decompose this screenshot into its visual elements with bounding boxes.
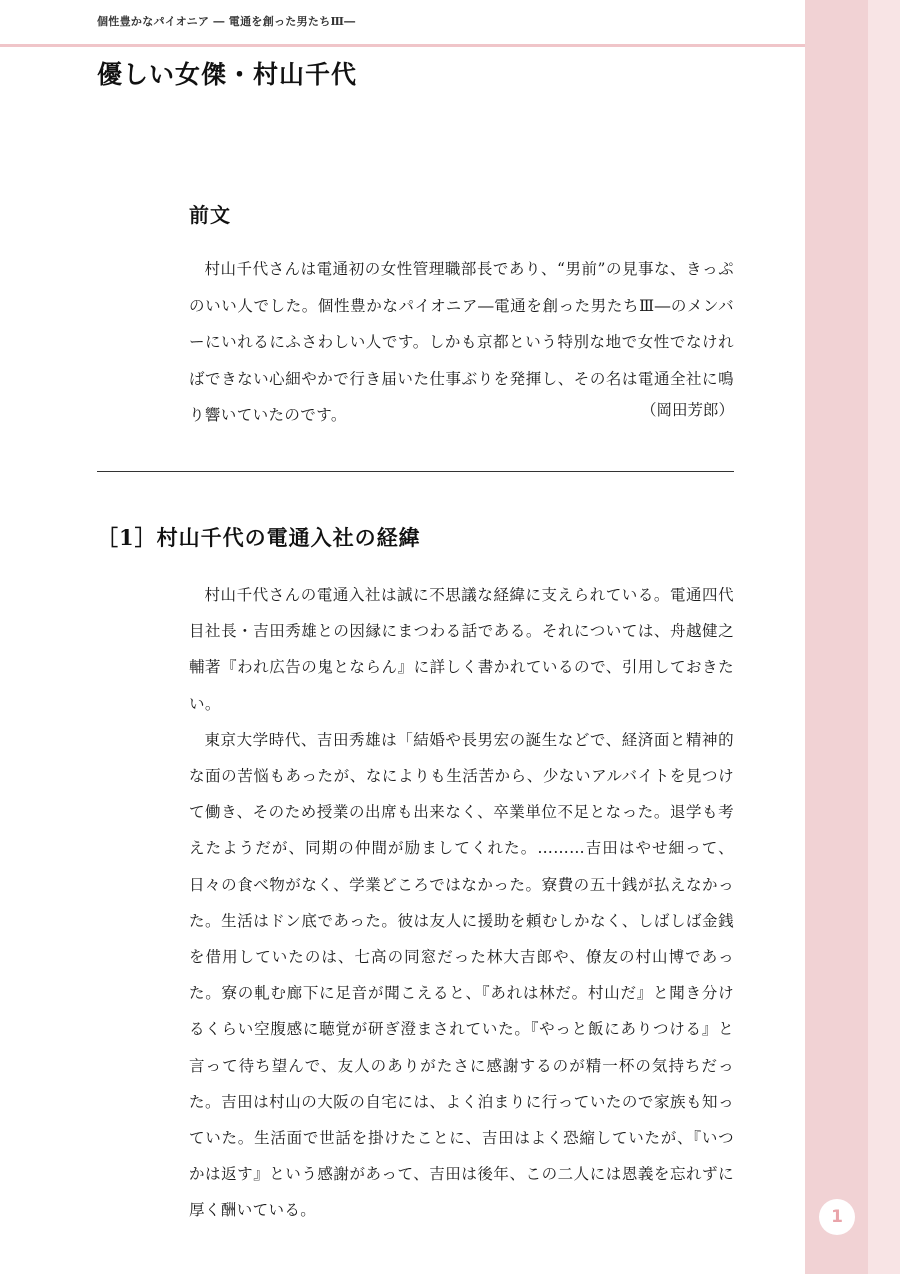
page-number-badge: 1 <box>819 1199 855 1235</box>
side-accent-band-light <box>868 0 900 1274</box>
header-rule <box>0 44 805 47</box>
preface-body: 村山千代さんは電通初の女性管理職部長であり、“男前”の見事な、きっぷのいい人でした。個性豊かなパイオニア―電通を創った男たちⅢ―のメンバーにいれるにふさわしい人です。しかも京都という特別な地で女性でなければできない心細やかで行き届いた仕事ぶりを発揮し、その名は電通全社に鳴り響いていたのです。 <box>189 260 734 424</box>
section-paragraph: 東京大学時代、吉田秀雄は「結婚や長男宏の誕生などで、経済面と精神的な面の苦悩もあったが、なによりも生活苦から、少ないアルバイトを見つけて働き、そのため授業の出席も出来なく、卒業単位不足となった。退学も考えたようだが、同期の仲間が励ましてくれた。………吉田はやせ細って、日々の食べ物がなく、学業どころではなかった。寮費の五十銭が払えなかった。生活はドン底であった。彼は友人に援助を頼むしかなく、しばしば金銭を借用していたのは、七高の同窓だった林大吉郎や、僚友の村山博であった。寮の軋む廊下に足音が聞こえると、『あれは林だ。村山だ』と聞き分けるくらい空腹感に聴覚が研ぎ澄まされていた。『やっと飯にありつける』と言って待ち望んで、友人のありがたさに感謝するのが精一杯の気持ちだった。吉田は村山の大阪の自宅には、よく泊まりに行っていたので家族も知っていた。生活面で世話を掛けたことに、吉田はよく恐縮していたが、『いつかは返す』という感謝があって、吉田は後年、この二人には恩義を忘れずに厚く酬いている。 <box>189 730 734 1220</box>
running-header: 個性豊かなパイオニア ― 電通を創った男たちⅢ― <box>97 15 356 28</box>
section-divider <box>97 471 734 472</box>
section-heading: ［1］村山千代の電通入社の経緯 <box>97 525 421 550</box>
page-title: 優しい女傑・村山千代 <box>97 60 358 89</box>
preface-author: （岡田芳郎） <box>640 401 734 419</box>
section-body <box>189 577 734 1229</box>
section-paragraph: 村山千代さんの電通入社は誠に不思議な経緯に支えられている。電通四代目社長・吉田秀雄との因縁にまつわる話である。それについては、舟越健之輔著『われ広告の鬼とならん』に詳しく書かれているので、引用しておきたい。 <box>189 586 734 713</box>
preface-heading: 前文 <box>189 203 231 227</box>
